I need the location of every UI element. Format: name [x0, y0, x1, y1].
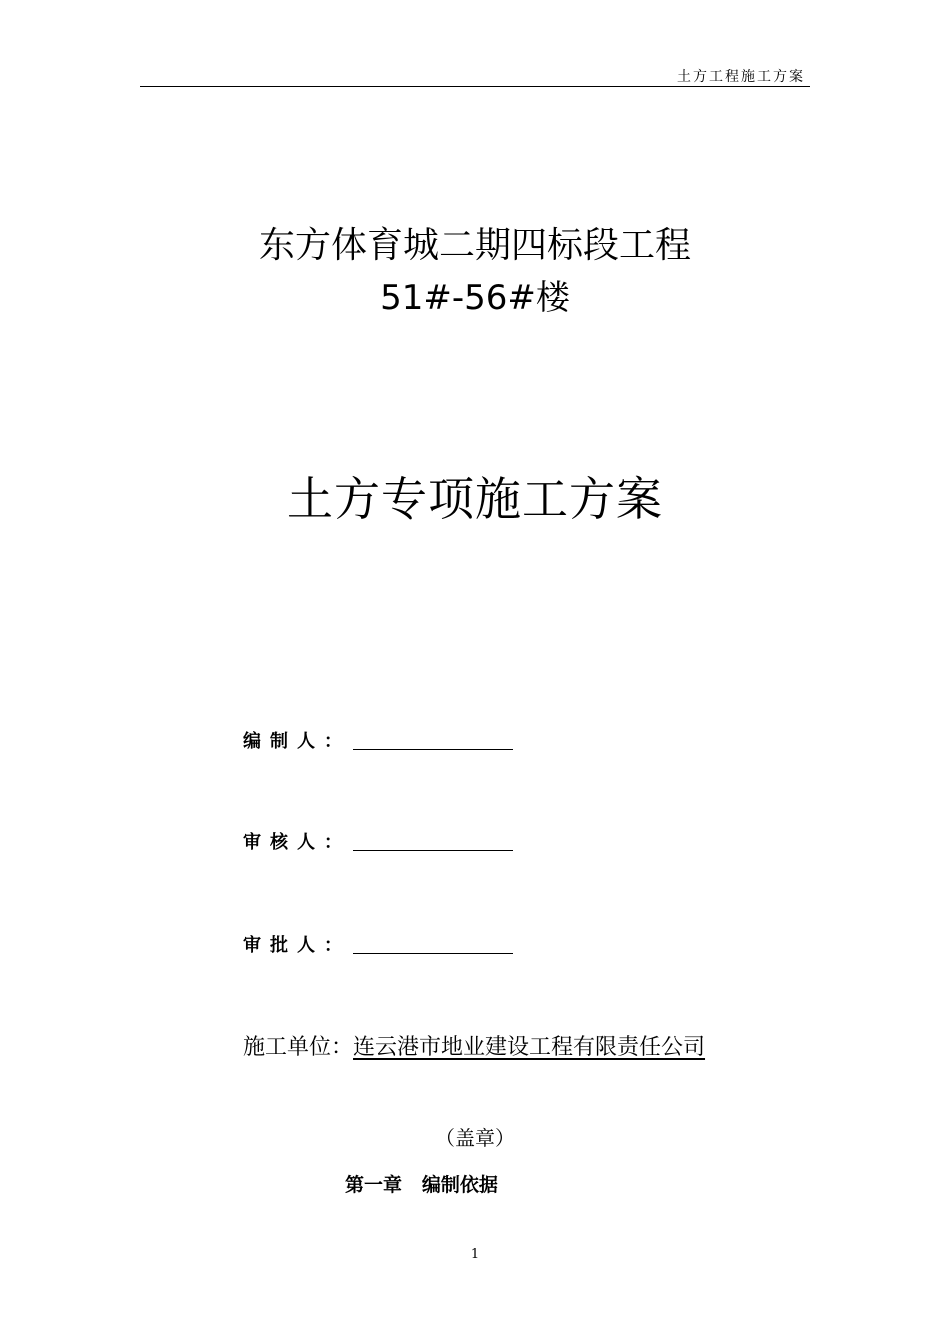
reviewer-label: 审核人： [243, 832, 351, 853]
construction-unit-name: 连云港市地业建设工程有限责任公司 [353, 1035, 706, 1060]
approver-label: 审批人： [243, 935, 351, 956]
running-header: 土方工程施工方案 [677, 69, 805, 85]
chapter-number: 第一章 [345, 1174, 403, 1196]
compiler-signature-line [353, 749, 513, 750]
construction-unit-label: 施工单位： [243, 1035, 354, 1060]
reviewer-signature-line [353, 850, 513, 851]
construction-unit [243, 1030, 705, 1061]
header-rule [140, 86, 810, 87]
signature-row-compiler [243, 729, 513, 753]
page-number: 1 [470, 1247, 480, 1262]
project-title: 东方体育城二期四标段工程 [258, 225, 691, 266]
signature-row-reviewer [243, 830, 513, 854]
chapter-heading [345, 1170, 498, 1197]
document-title: 土方专项施工方案 [287, 472, 663, 526]
compiler-label: 编制人： [243, 731, 351, 752]
signature-row-approver [243, 933, 513, 957]
chapter-title: 编制依据 [421, 1174, 498, 1196]
approver-signature-line [353, 953, 513, 954]
project-buildings: 51#-56#楼 [380, 278, 570, 318]
seal-note: （盖章） [435, 1126, 515, 1150]
